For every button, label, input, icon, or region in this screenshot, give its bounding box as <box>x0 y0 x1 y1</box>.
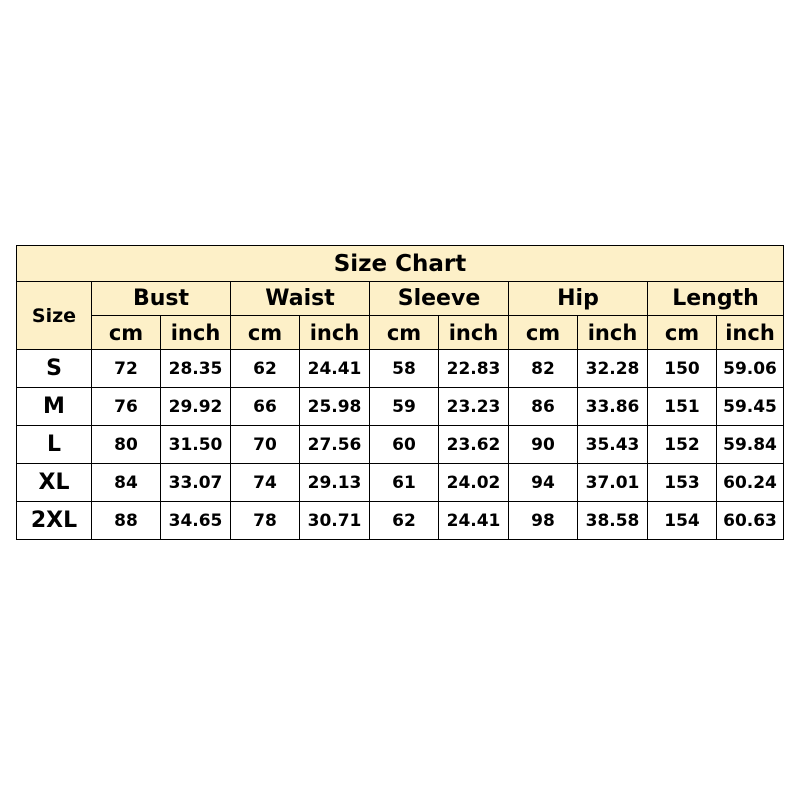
table-cell: 60.63 <box>717 502 784 540</box>
table-row <box>17 464 784 502</box>
unit-header-bust-inch: inch <box>161 316 231 350</box>
table-cell: 84 <box>92 464 161 502</box>
table-cell: 62 <box>370 502 439 540</box>
table-cell: 62 <box>231 350 300 388</box>
size-label: L <box>17 426 92 464</box>
group-header-length: Length <box>648 282 784 316</box>
table-row <box>17 350 784 388</box>
table-cell: 30.71 <box>300 502 370 540</box>
table-cell: 152 <box>648 426 717 464</box>
table-row <box>17 426 784 464</box>
table-cell: 94 <box>509 464 578 502</box>
table-cell: 151 <box>648 388 717 426</box>
table-cell: 88 <box>92 502 161 540</box>
table-cell: 59.06 <box>717 350 784 388</box>
table-cell: 34.65 <box>161 502 231 540</box>
table-cell: 59.45 <box>717 388 784 426</box>
table-cell: 58 <box>370 350 439 388</box>
table-cell: 23.62 <box>439 426 509 464</box>
table-cell: 72 <box>92 350 161 388</box>
size-label: M <box>17 388 92 426</box>
table-cell: 90 <box>509 426 578 464</box>
group-header-waist: Waist <box>231 282 370 316</box>
table-cell: 150 <box>648 350 717 388</box>
table-cell: 22.83 <box>439 350 509 388</box>
unit-header-bust-cm: cm <box>92 316 161 350</box>
table-cell: 25.98 <box>300 388 370 426</box>
table-cell: 78 <box>231 502 300 540</box>
unit-header-hip-inch: inch <box>578 316 648 350</box>
table-cell: 60.24 <box>717 464 784 502</box>
group-header-bust: Bust <box>92 282 231 316</box>
size-column-header: Size <box>17 282 92 350</box>
table-cell: 38.58 <box>578 502 648 540</box>
table-cell: 153 <box>648 464 717 502</box>
table-cell: 66 <box>231 388 300 426</box>
table-row <box>17 502 784 540</box>
table-cell: 23.23 <box>439 388 509 426</box>
table-cell: 74 <box>231 464 300 502</box>
table-cell: 86 <box>509 388 578 426</box>
unit-header-sleeve-inch: inch <box>439 316 509 350</box>
table-cell: 80 <box>92 426 161 464</box>
table-cell: 61 <box>370 464 439 502</box>
table-cell: 24.02 <box>439 464 509 502</box>
group-header-hip: Hip <box>509 282 648 316</box>
size-label: XL <box>17 464 92 502</box>
table-cell: 32.28 <box>578 350 648 388</box>
unit-header-length-cm: cm <box>648 316 717 350</box>
unit-header-waist-inch: inch <box>300 316 370 350</box>
table-cell: 33.07 <box>161 464 231 502</box>
size-chart-table <box>16 245 784 540</box>
size-label: 2XL <box>17 502 92 540</box>
table-title: Size Chart <box>17 246 784 282</box>
table-cell: 82 <box>509 350 578 388</box>
table-cell: 59.84 <box>717 426 784 464</box>
size-label: S <box>17 350 92 388</box>
group-header-sleeve: Sleeve <box>370 282 509 316</box>
unit-header-waist-cm: cm <box>231 316 300 350</box>
unit-header-length-inch: inch <box>717 316 784 350</box>
table-cell: 28.35 <box>161 350 231 388</box>
table-cell: 31.50 <box>161 426 231 464</box>
unit-header-hip-cm: cm <box>509 316 578 350</box>
table-cell: 98 <box>509 502 578 540</box>
table-cell: 24.41 <box>300 350 370 388</box>
table-cell: 33.86 <box>578 388 648 426</box>
table-cell: 24.41 <box>439 502 509 540</box>
table-cell: 76 <box>92 388 161 426</box>
table-cell: 154 <box>648 502 717 540</box>
table-cell: 70 <box>231 426 300 464</box>
table-cell: 37.01 <box>578 464 648 502</box>
table-cell: 59 <box>370 388 439 426</box>
table-row <box>17 388 784 426</box>
table-cell: 35.43 <box>578 426 648 464</box>
unit-header-sleeve-cm: cm <box>370 316 439 350</box>
table-cell: 27.56 <box>300 426 370 464</box>
table-cell: 29.92 <box>161 388 231 426</box>
table-cell: 29.13 <box>300 464 370 502</box>
table-cell: 60 <box>370 426 439 464</box>
